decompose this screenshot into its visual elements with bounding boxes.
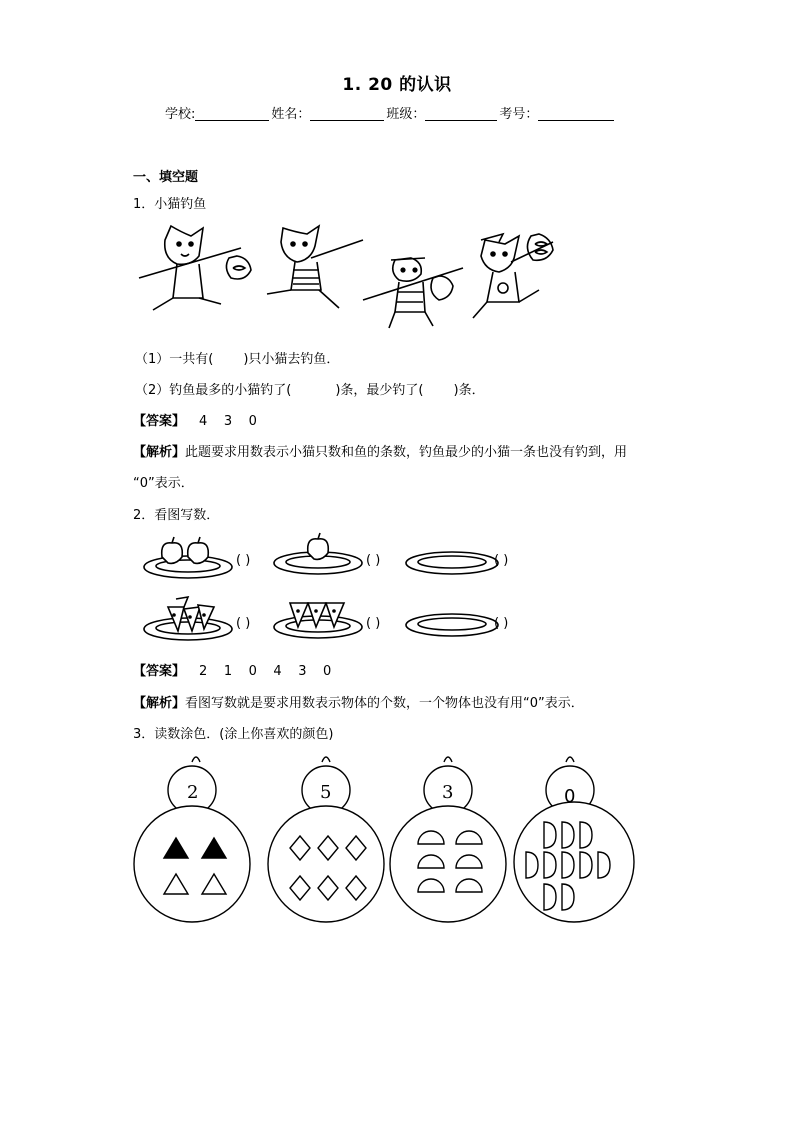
answer-label: 【答案】 xyxy=(133,664,186,679)
plate-empty-2 xyxy=(406,614,498,636)
plate-one-apple xyxy=(274,533,362,574)
question-2-analysis xyxy=(133,692,584,711)
plate-empty-1 xyxy=(406,552,498,574)
gourd-0 xyxy=(514,757,634,922)
plate-four-strawberries xyxy=(144,597,232,640)
q2-blank-1[interactable]: ( ) xyxy=(236,553,251,568)
question-1-analysis xyxy=(133,441,627,460)
question-2-answer xyxy=(133,660,331,679)
answer-label: 【答案】 xyxy=(133,414,186,429)
cat-4-image xyxy=(473,234,553,318)
question-1-part-2 xyxy=(135,379,485,398)
gourds-illustration xyxy=(134,752,644,932)
gourd-3 xyxy=(390,757,506,922)
exam-no-label: 考号： xyxy=(499,107,539,122)
question-1-title: 1．小猫钓鱼 xyxy=(133,197,207,212)
cat-3-image xyxy=(363,258,463,328)
gourd-2 xyxy=(134,757,250,922)
q1-part-2-mid: )条，最少钓了( xyxy=(335,383,424,398)
page-title: 1. 20 的认识 xyxy=(342,75,452,95)
q2-blank-6[interactable]: ( ) xyxy=(494,616,509,631)
gourd-number-3: 3 xyxy=(442,782,454,803)
cat-1-image xyxy=(139,226,251,310)
q2-blank-3[interactable]: ( ) xyxy=(494,553,509,568)
name-field[interactable] xyxy=(310,106,384,121)
question-1-part-1 xyxy=(135,348,339,367)
school-field[interactable] xyxy=(195,106,269,121)
class-field[interactable] xyxy=(425,106,497,121)
analysis-label: 【解析】 xyxy=(133,696,186,711)
name-label: 姓名： xyxy=(271,107,311,122)
gourd-5 xyxy=(268,757,384,922)
q2-blank-4[interactable]: ( ) xyxy=(236,616,251,631)
q1-part-1-prefix: （1）一共有( xyxy=(135,352,214,367)
question-1-analysis-cont: “0”表示． xyxy=(133,476,194,491)
answer-values: 4 3 0 xyxy=(199,414,257,429)
analysis-text: 此题要求用数表示小猫只数和鱼的条数，钓鱼最少的小猫一条也没有钓到，用 xyxy=(185,445,628,460)
plate-three-strawberries xyxy=(274,603,362,638)
class-label: 班级： xyxy=(386,107,426,122)
cat-2-image xyxy=(267,226,363,308)
gourd-number-2: 2 xyxy=(187,782,199,803)
analysis-text: 看图写数就是要求用数表示物体的个数，一个物体也没有用“0”表示． xyxy=(185,696,584,711)
exam-no-field[interactable] xyxy=(538,106,614,121)
gourd-number-5: 5 xyxy=(320,782,332,803)
cats-fishing-illustration xyxy=(133,218,563,338)
question-2-title: 2．看图写数． xyxy=(133,508,220,523)
q1-part-2-prefix: （2）钓鱼最多的小猫钓了( xyxy=(135,383,292,398)
plates-illustration xyxy=(140,535,540,645)
school-label: 学校: xyxy=(165,107,196,122)
question-1-answer xyxy=(133,410,257,429)
plate-two-apples xyxy=(144,537,232,578)
q1-part-2-suffix: )条． xyxy=(453,383,485,398)
section-heading: 一、填空题 xyxy=(133,170,199,185)
q2-blank-5[interactable]: ( ) xyxy=(366,616,381,631)
gourd-number-0: 0 xyxy=(564,786,576,807)
q2-blank-2[interactable]: ( ) xyxy=(366,553,381,568)
analysis-label: 【解析】 xyxy=(133,445,186,460)
answer-values: 2 1 0 4 3 0 xyxy=(199,664,332,679)
q1-part-1-suffix: )只小猫去钓鱼． xyxy=(243,352,340,367)
student-info-line xyxy=(165,103,616,122)
question-3-title: 3．读数涂色．(涂上你喜欢的颜色) xyxy=(133,727,334,742)
